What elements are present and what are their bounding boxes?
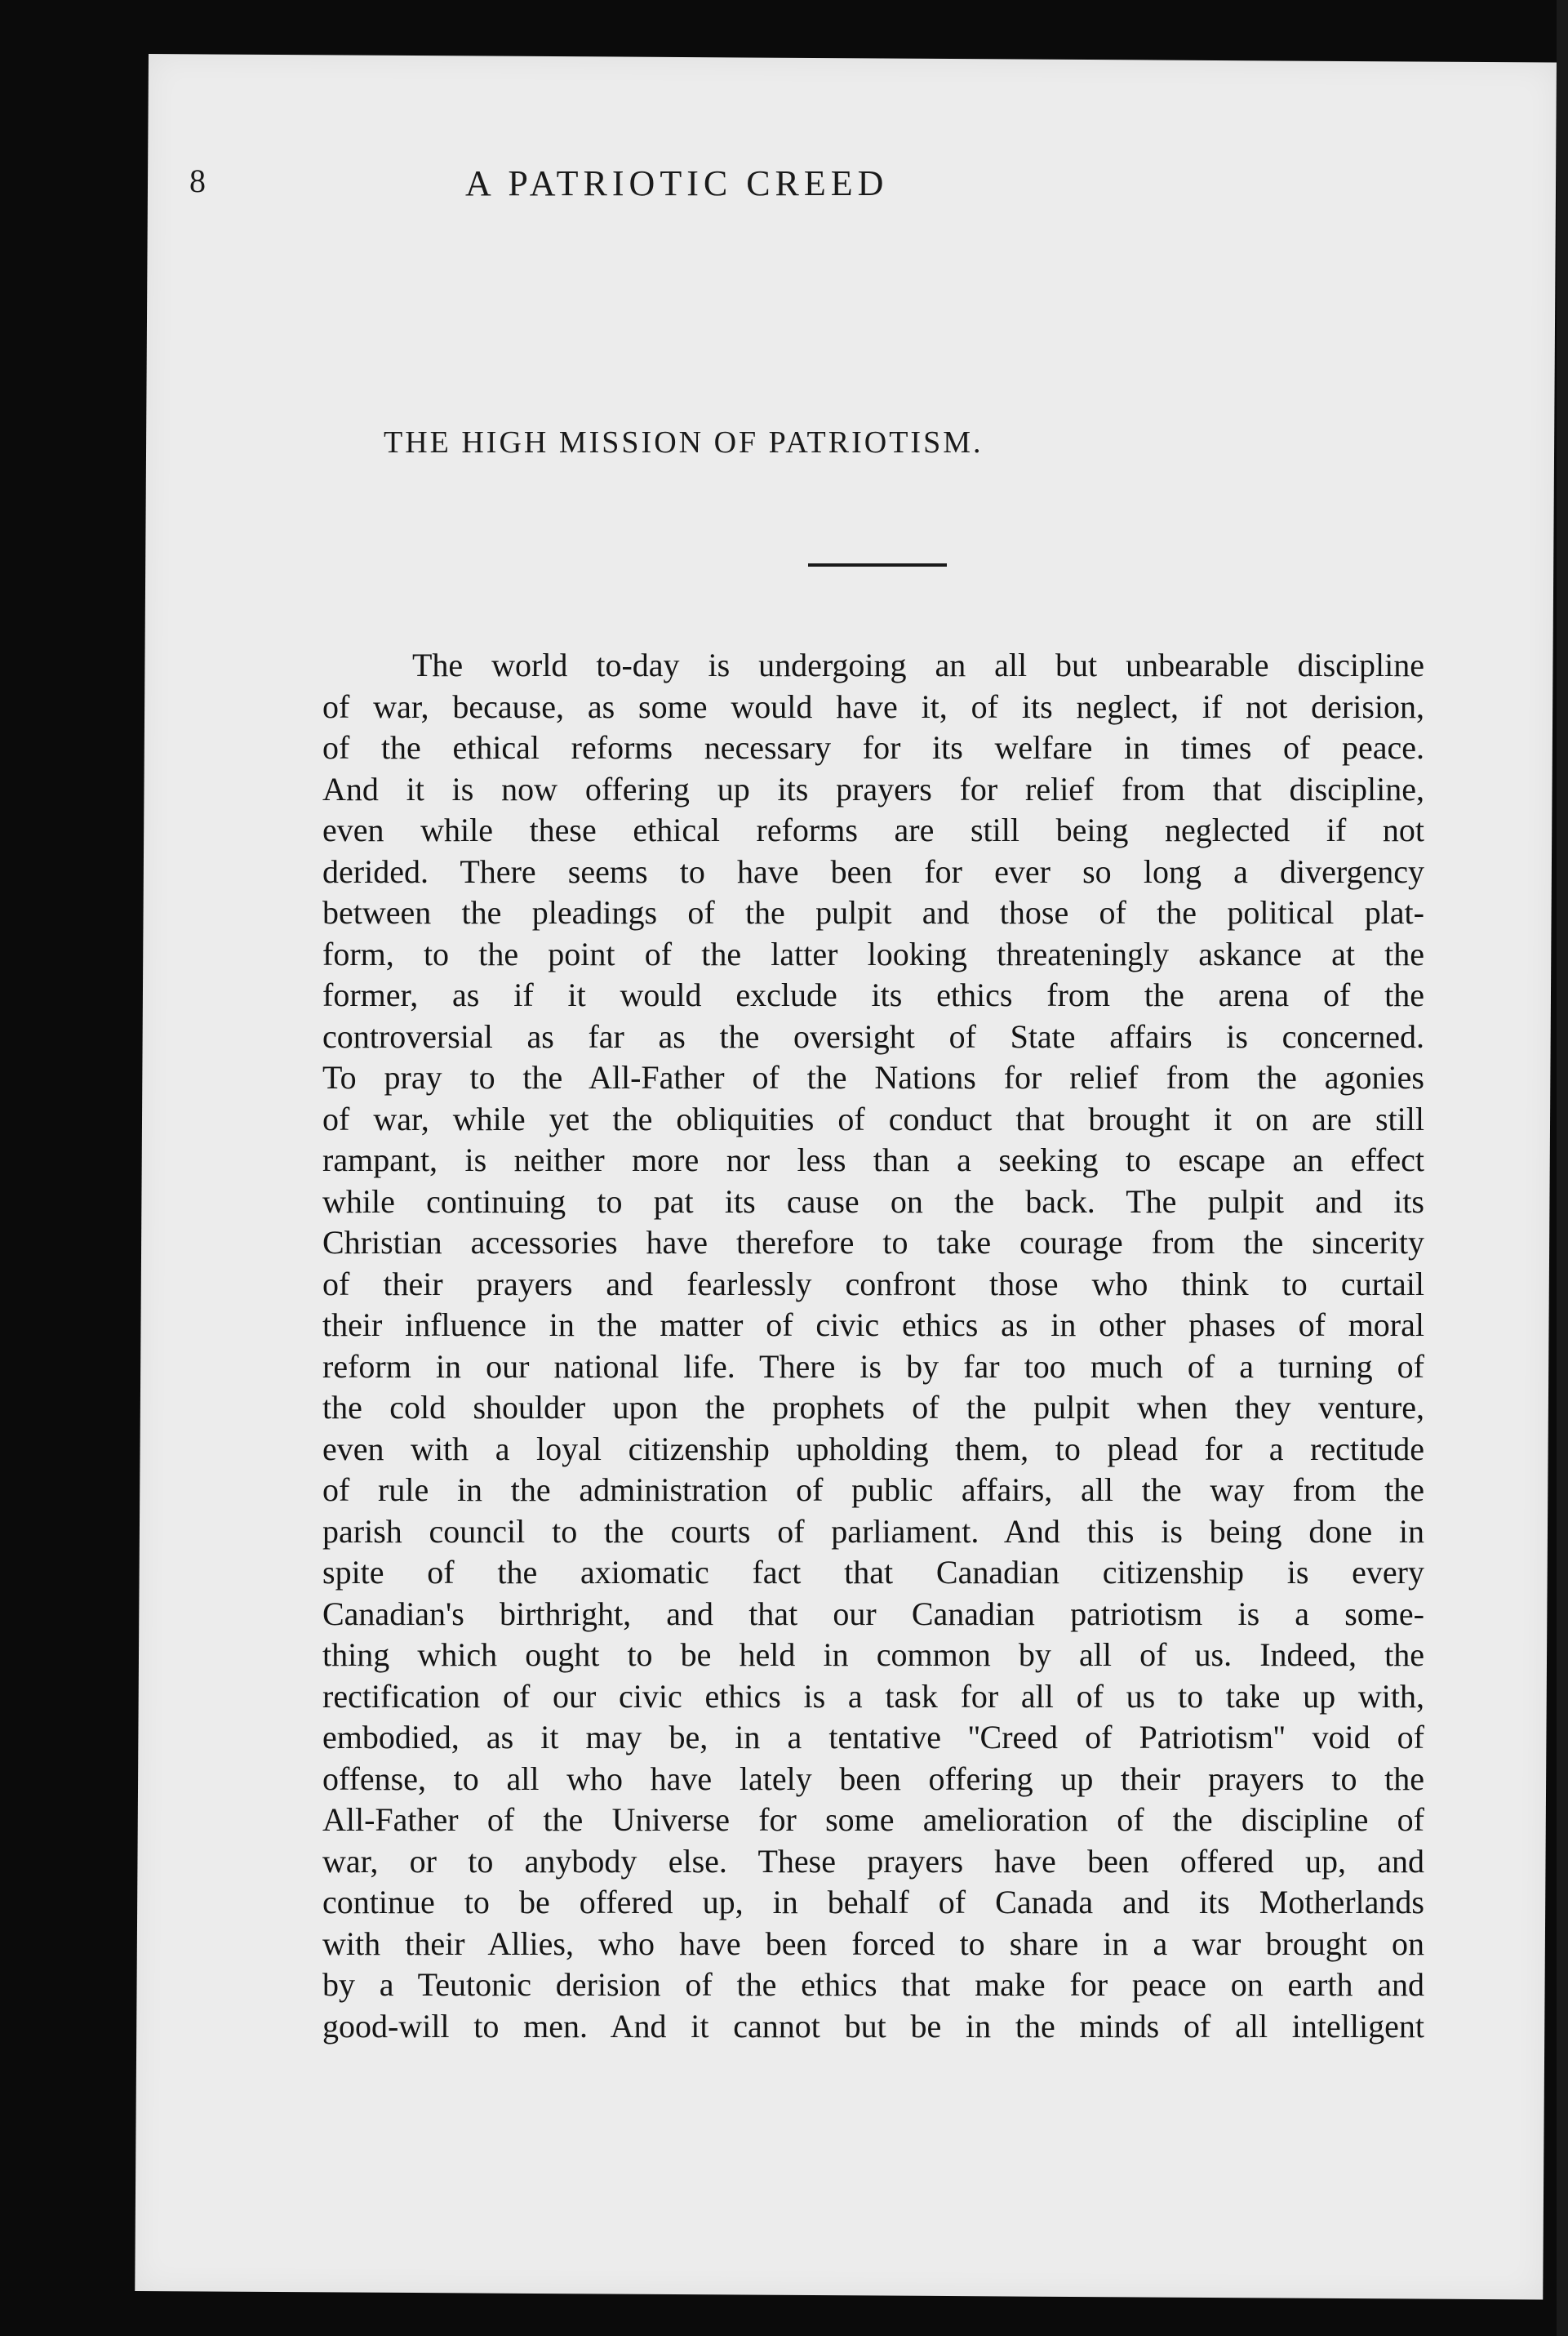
text-line: embodied, as it may be, in a tentative ''Creed of Patriotism'' void of xyxy=(322,1719,1424,1755)
text-line: To pray to the All-Father of the Nations for relief from the agonies xyxy=(322,1059,1424,1096)
text-line: even with a loyal citizenship upholding them, to plead for a rectitude xyxy=(322,1430,1424,1467)
text-line: with their Allies, who have been forced to share in a war brought on xyxy=(322,1924,1424,1962)
title-divider xyxy=(808,563,947,567)
text-line: controversial as far as the oversight of State affairs is concerned. xyxy=(322,1017,1424,1055)
text-line: Canadian's birthright, and that our Canadian patriotism is a some- xyxy=(322,1595,1424,1632)
text-line: while continuing to pat its cause on the back. The pulpit and its xyxy=(322,1182,1424,1220)
text-line: The world to-day is undergoing an all but unbearable discipline xyxy=(412,647,1424,683)
text-line: Christian accessories have therefore to take courage from the sincerity xyxy=(322,1224,1424,1261)
text-line: continue to be offered up, in behalf of Canada and its Motherlands xyxy=(322,1884,1424,1920)
text-line: of war, while yet the obliquities of conduct that brought it on are still xyxy=(322,1100,1424,1137)
page-number: 8 xyxy=(189,162,206,199)
text-line: parish council to the courts of parliament. And this is being done in xyxy=(322,1512,1424,1550)
text-line: war, or to anybody else. These prayers have been offered up, and xyxy=(322,1842,1424,1880)
text-line: All-Father of the Universe for some amelioration of the discipline of xyxy=(322,1801,1424,1838)
text-line: good-will to men. And it cannot but be in the minds of all intelligent xyxy=(322,2007,1424,2045)
scan-edge xyxy=(1557,0,1568,2336)
text-line: of their prayers and fearlessly confront those who think to curtail xyxy=(322,1265,1424,1302)
text-line: thing which ought to be held in common by all of us. Indeed, the xyxy=(322,1636,1424,1673)
text-line: rectification of our civic ethics is a task for all of us to take up with, xyxy=(322,1677,1424,1715)
body-paragraph xyxy=(322,645,1424,2047)
text-line: And it is now offering up its prayers for relief from that discipline, xyxy=(322,770,1424,808)
running-head xyxy=(0,131,1568,204)
text-line: of war, because, as some would have it, of its neglect, if not derision, xyxy=(322,687,1424,725)
text-line: the cold shoulder upon the prophets of the pulpit when they venture, xyxy=(322,1389,1424,1426)
running-title: A PATRIOTIC CREED xyxy=(465,163,889,203)
text-line: their influence in the matter of civic ethics as in other phases of moral xyxy=(322,1306,1424,1343)
text-line: rampant, is neither more nor less than a seeking to escape an effect xyxy=(322,1141,1424,1178)
text-line: between the pleadings of the pulpit and those of the political plat- xyxy=(322,894,1424,931)
text-line: spite of the axiomatic fact that Canadian citizenship is every xyxy=(322,1554,1424,1591)
text-line: form, to the point of the latter looking threateningly askance at the xyxy=(322,935,1424,972)
text-line: offense, to all who have lately been offering up their prayers to the xyxy=(322,1760,1424,1797)
text-line: by a Teutonic derision of the ethics that make for peace on earth and xyxy=(322,1966,1424,2003)
text-line: derided. There seems to have been for ever so long a divergency xyxy=(322,852,1424,890)
text-line: of the ethical reforms necessary for its welfare in times of peace. xyxy=(322,729,1424,766)
text-line: even while these ethical reforms are still being neglected if not xyxy=(322,812,1424,848)
text-line: former, as if it would exclude its ethics from the arena of the xyxy=(322,977,1424,1013)
text-line: reform in our national life. There is by far too much of a turning of xyxy=(322,1347,1424,1385)
section-title: THE HIGH MISSION OF PATRIOTISM. xyxy=(384,425,984,460)
text-line: of rule in the administration of public affairs, all the way from the xyxy=(322,1471,1424,1508)
